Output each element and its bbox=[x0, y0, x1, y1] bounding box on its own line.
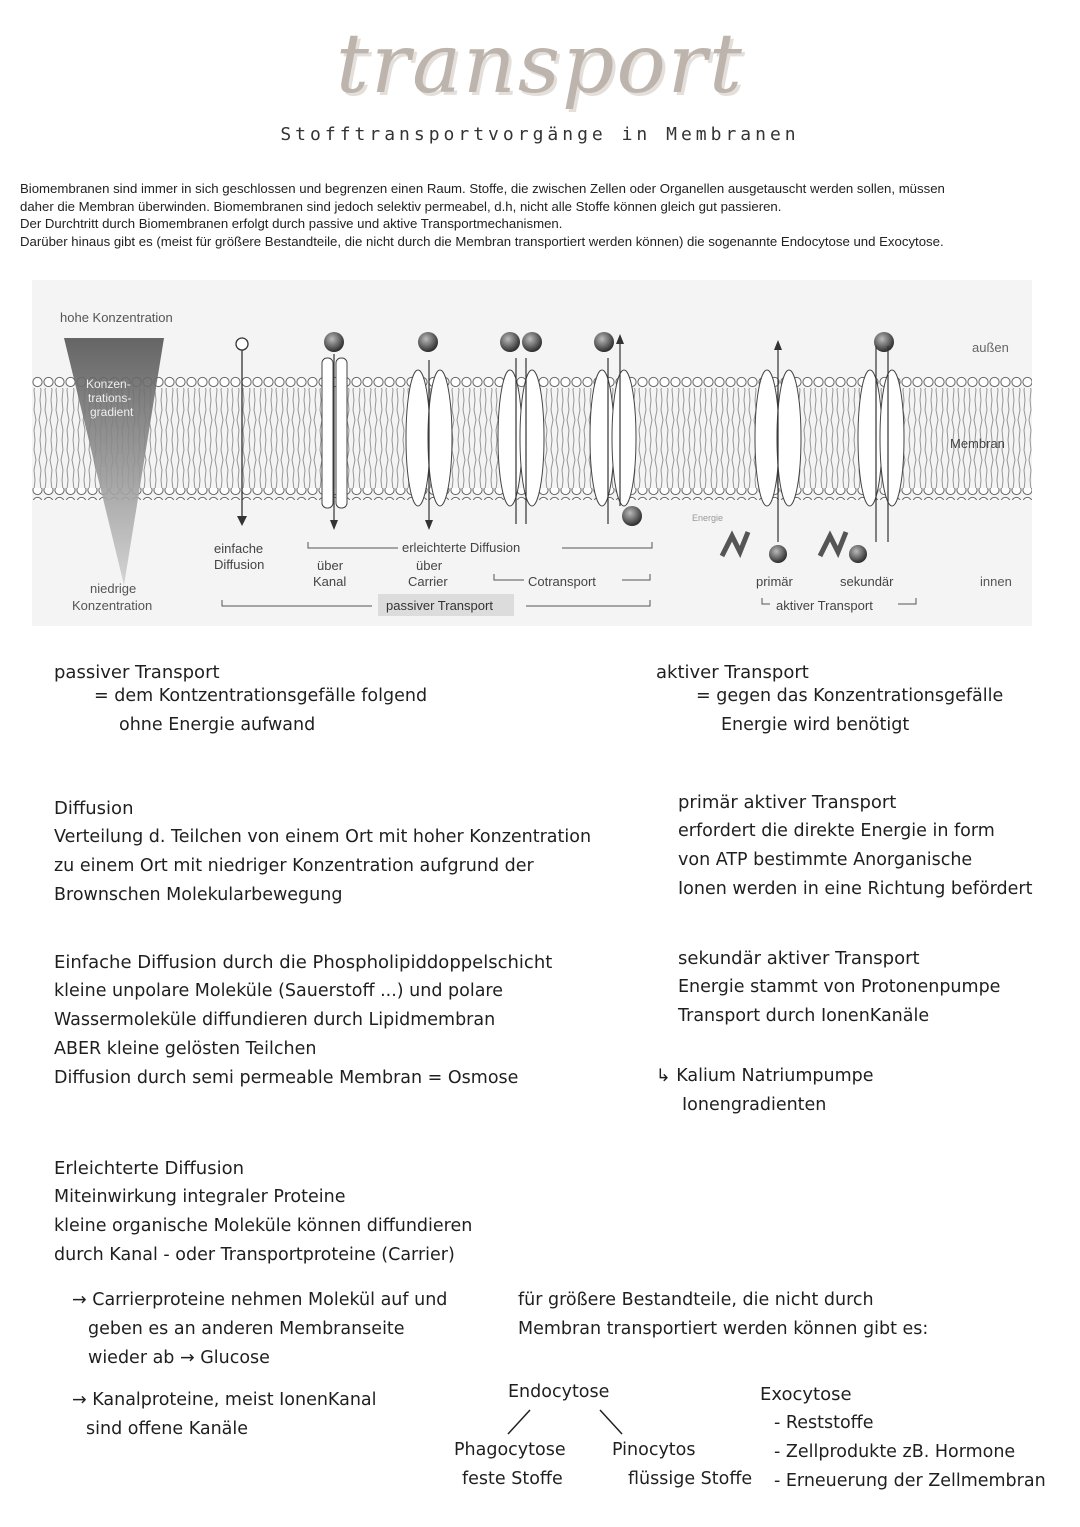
aktiv-line: = gegen das Konzentrationsgefälle bbox=[696, 686, 1004, 706]
einfache-diffusion-section bbox=[54, 948, 552, 1093]
pump-protein bbox=[755, 370, 779, 506]
erleichterte-line: kleine organische Moleküle können diffundieren bbox=[54, 1216, 473, 1236]
label-einfache-2: Diffusion bbox=[214, 557, 265, 572]
cotransport-protein bbox=[498, 370, 522, 506]
carrier-line: geben es an anderen Membranseite bbox=[88, 1319, 405, 1339]
groesser-line: für größere Bestandteile, die nicht durch bbox=[518, 1290, 874, 1310]
erleichterte-line: Miteinwirkung integraler Proteine bbox=[54, 1187, 346, 1207]
exocytose-item: - Reststoffe bbox=[774, 1413, 874, 1433]
branch-line bbox=[600, 1410, 622, 1434]
molecule-ball bbox=[522, 332, 542, 352]
ion-ball bbox=[324, 332, 344, 352]
endocytose-branches bbox=[490, 1406, 640, 1438]
aktiv-line: Energie wird benötigt bbox=[721, 715, 910, 735]
ion-ball bbox=[769, 545, 787, 563]
erleichterte-line: durch Kanal - oder Transportproteine (Carrier) bbox=[54, 1245, 455, 1265]
molecule-ball bbox=[418, 332, 438, 352]
label-kanal-2: Kanal bbox=[313, 574, 347, 589]
intro-line: Der Durchtritt durch Biomembranen erfolgt durch passive und aktive Transportmechanismen. bbox=[20, 216, 563, 231]
page-subtitle: Stofftransportvorgänge in Membranen bbox=[280, 124, 800, 145]
page-title: transport bbox=[336, 17, 744, 112]
aktiv-summary bbox=[656, 658, 1003, 740]
carrier-line: wieder ab → Glucose bbox=[88, 1348, 270, 1368]
sekundaer-line: Energie stammt von Protonenpumpe bbox=[678, 977, 1001, 997]
passiv-line: ohne Energie aufwand bbox=[119, 715, 316, 735]
carrier-note bbox=[72, 1286, 447, 1373]
diffusion-line: Verteilung d. Teilchen von einem Ort mit hoher Konzentration bbox=[54, 827, 592, 847]
phagocytose-label: Phagocytose bbox=[454, 1440, 566, 1460]
kalium-line: Ionengradienten bbox=[682, 1095, 827, 1115]
primaer-section bbox=[678, 788, 1032, 904]
label-gradient-1: Konzen- bbox=[86, 377, 131, 391]
molecule-ball bbox=[874, 332, 894, 352]
label-erleichterte: erleichterte Diffusion bbox=[402, 540, 521, 555]
channel-protein bbox=[336, 358, 347, 508]
einfache-line: kleine unpolare Moleküle (Sauerstoff ...) und polare bbox=[54, 981, 504, 1001]
pump-protein bbox=[777, 370, 801, 506]
carrier-protein bbox=[428, 370, 452, 506]
small-molecule bbox=[236, 338, 248, 350]
groesser-line: Membran transportiert werden können gibt es: bbox=[518, 1319, 929, 1339]
label-aktiv: aktiver Transport bbox=[776, 598, 873, 613]
intro-line: Darüber hinaus gibt es (meist für größere Bestandteile, die nicht durch die Membran transportiert werden können) die sogenannte Endocytose und Exocytose. bbox=[20, 233, 944, 249]
phagocytose-sub: feste Stoffe bbox=[462, 1469, 563, 1489]
molecule-ball bbox=[594, 332, 614, 352]
ion-ball bbox=[849, 545, 867, 563]
diffusion-section bbox=[54, 794, 591, 910]
sekundaer-section bbox=[678, 944, 1000, 1031]
label-cotransport: Cotransport bbox=[528, 574, 596, 589]
primaer-line: erfordert die direkte Energie in form bbox=[678, 821, 995, 841]
exocytose-item: - Zellprodukte zB. Hormone bbox=[774, 1442, 1016, 1462]
label-primaer: primär bbox=[756, 574, 793, 589]
pinocytose-label: Pinocytos bbox=[612, 1440, 696, 1460]
intro-line: Biomembranen sind immer in sich geschlossen und begrenzen einen Raum. Stoffe, die zwischen Zellen oder Organellen ausgetauscht werden sollen, müssen bbox=[20, 181, 945, 196]
primaer-line: von ATP bestimmte Anorganische bbox=[678, 850, 973, 870]
secondary-protein bbox=[880, 370, 904, 506]
exocytose-section bbox=[760, 1380, 1046, 1496]
label-aussen: außen bbox=[972, 340, 1009, 355]
label-hohe: hohe Konzentration bbox=[60, 310, 173, 325]
intro-paragraph bbox=[20, 180, 1070, 250]
einfache-line: Wassermoleküle diffundieren durch Lipidmembran bbox=[54, 1010, 496, 1030]
aktiv-heading: aktiver Transport bbox=[656, 662, 809, 683]
label-kanal-1: über bbox=[317, 558, 344, 573]
kanal-note bbox=[72, 1386, 377, 1444]
cotransport-protein bbox=[520, 370, 544, 506]
groessere-bestandteile bbox=[518, 1286, 928, 1344]
antiport-protein bbox=[590, 370, 614, 506]
kanal-line: → Kanalproteine, meist IonenKanal bbox=[72, 1390, 377, 1410]
sekundaer-line: Transport durch IonenKanäle bbox=[678, 1006, 930, 1026]
branch-line bbox=[508, 1410, 530, 1434]
diffusion-line: zu einem Ort mit niedriger Konzentration aufgrund der bbox=[54, 856, 534, 876]
passiv-summary bbox=[54, 658, 427, 740]
einfache-heading: Einfache Diffusion durch die Phospholipiddoppelschicht bbox=[54, 952, 553, 973]
passiv-heading: passiver Transport bbox=[54, 662, 220, 683]
exocytose-heading: Exocytose bbox=[760, 1384, 852, 1405]
label-einfache-1: einfache bbox=[214, 541, 264, 556]
label-sekundaer: sekundär bbox=[840, 574, 894, 589]
label-gradient-3: gradient bbox=[90, 405, 134, 419]
passiv-line: = dem Kontzentrationsgefälle folgend bbox=[94, 686, 428, 706]
kalium-line: ↳ Kalium Natriumpumpe bbox=[656, 1066, 874, 1086]
einfache-line: ABER kleine gelösten Teilchen bbox=[54, 1039, 317, 1059]
sekundaer-heading: sekundär aktiver Transport bbox=[678, 948, 920, 969]
kalium-note bbox=[656, 1062, 874, 1120]
endocytose-heading: Endocytose bbox=[508, 1382, 610, 1402]
label-innen: innen bbox=[980, 574, 1012, 589]
channel-protein bbox=[322, 358, 333, 508]
erleichterte-heading: Erleichterte Diffusion bbox=[54, 1158, 245, 1179]
primaer-heading: primär aktiver Transport bbox=[678, 792, 897, 813]
phagocytose bbox=[454, 1436, 566, 1494]
molecule-ball bbox=[622, 506, 642, 526]
molecule-ball bbox=[500, 332, 520, 352]
label-niedrige-1: niedrige bbox=[90, 581, 137, 596]
antiport-protein bbox=[612, 370, 636, 506]
label-niedrige-2: Konzentration bbox=[72, 598, 153, 613]
diffusion-line: Brownschen Molekularbewegung bbox=[54, 885, 343, 905]
pinocytose bbox=[612, 1436, 752, 1494]
diffusion-heading: Diffusion bbox=[54, 798, 134, 819]
label-passiv: passiver Transport bbox=[386, 598, 493, 613]
membrane-transport-diagram bbox=[32, 280, 1032, 626]
einfache-line: Diffusion durch semi permeable Membran = Osmose bbox=[54, 1068, 519, 1088]
label-carrier-2: Carrier bbox=[408, 574, 448, 589]
label-carrier-1: über bbox=[416, 558, 443, 573]
kanal-line: sind offene Kanäle bbox=[86, 1419, 249, 1439]
label-gradient-2: trations- bbox=[88, 391, 132, 405]
erleichterte-section bbox=[54, 1154, 472, 1270]
secondary-protein bbox=[858, 370, 882, 506]
exocytose-item: - Erneuerung der Zellmembran bbox=[774, 1471, 1046, 1491]
primaer-line: Ionen werden in eine Richtung befördert bbox=[678, 879, 1033, 899]
carrier-line: → Carrierproteine nehmen Molekül auf und bbox=[72, 1290, 448, 1310]
carrier-protein bbox=[406, 370, 430, 506]
label-energie: Energie bbox=[692, 513, 724, 523]
label-membran: Membran bbox=[950, 436, 1005, 451]
pinocytose-sub: flüssige Stoffe bbox=[628, 1469, 753, 1489]
intro-line: daher die Membran überwinden. Biomembranen sind jedoch selektiv permeabel, d.h, nicht alle Stoffe können gleich gut passieren. bbox=[20, 198, 782, 214]
